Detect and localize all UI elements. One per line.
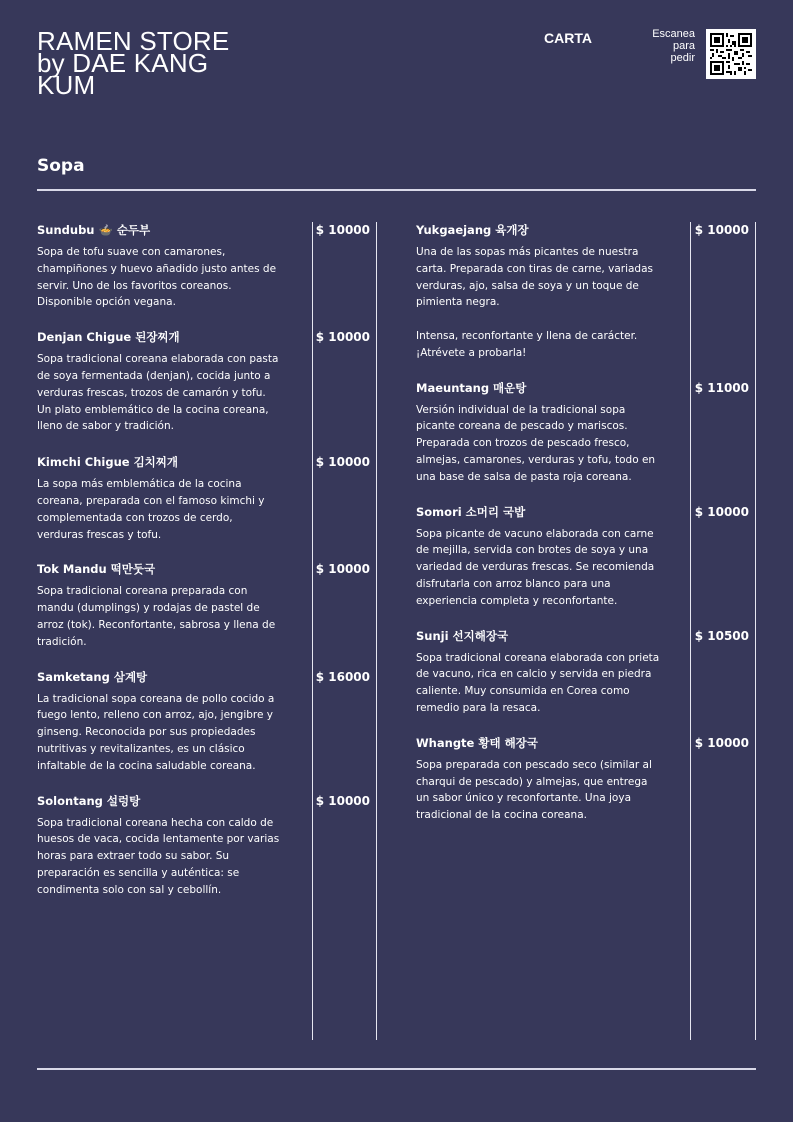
item-name: Maeuntang 매운탕 xyxy=(416,380,527,395)
item-price: $ 10000 xyxy=(694,504,749,519)
item-description: Sopa tradicional coreana hecha con caldo de huesos de vaca, cocida lentamente por varias horas para extraer todo su sabor. Su preparación es sencilla y auténtica: se condimenta solo con sal y cebollín. xyxy=(37,816,280,896)
item-name: Tok Mandu 떡만둣국 xyxy=(37,562,156,577)
item-price: $ 10000 xyxy=(694,223,749,237)
item-price: $ 10500 xyxy=(694,628,749,643)
item-name: Yukgaejang 육개장 xyxy=(416,223,529,237)
item-description: Sopa preparada con pescado seco (similar al charqui de pescado) y almejas, que entrega un sabor único y reconfortante. Una joya tradicional de la cocina coreana. xyxy=(416,758,652,822)
footer-divider xyxy=(37,1068,756,1070)
item-price: $ 10000 xyxy=(315,793,370,808)
menu-item-somori xyxy=(416,504,756,610)
item-price: $ 11000 xyxy=(694,380,749,395)
menu-item-maeuntang xyxy=(416,380,756,486)
item-description: La sopa más emblemática de la cocina coreana, preparada con el famoso kimchi y complementada con trozos de cerdo, verduras frescas y tofu. xyxy=(37,478,265,541)
item-price: $ 10000 xyxy=(315,455,370,470)
brand-title: RAMEN STORE by DAE KANG KUM xyxy=(37,26,230,100)
item-description: Sopa tradicional coreana elaborada con pasta de soya fermentada (denjan), cocida junto a verduras frescas, trozos de camarón y tofu. Un plato emblemático de la cocina coreana, lleno de sabor y tradición. xyxy=(37,353,279,433)
item-description: Versión individual de la tradicional sopa picante coreana de pescado y mariscos. Preparada con trozos de pescado fresco, almejas, camarones, verduras y tofu, todo en una base de salsa de pasta roja coreana. xyxy=(416,403,656,483)
qr-code-icon[interactable] xyxy=(706,29,756,79)
menu-item-solontang xyxy=(37,793,377,899)
item-name: Samketang 삼계탕 xyxy=(37,669,148,684)
item-description: Una de las sopas más picantes de nuestra carta. Preparada con tiras de carne, variadas verduras, ajo, salsa de soya y un toque de pimienta negra. Intensa, reconfortante y llena de carácter. ¡Atrévete a probarla! xyxy=(416,246,653,359)
menu-item-whangte xyxy=(416,735,756,824)
section-divider xyxy=(37,189,756,191)
item-name: Denjan Chigue 된장찌개 xyxy=(37,330,180,345)
scan-to-order-text: Escanea para pedir xyxy=(652,28,695,64)
item-description: Sopa picante de vacuno elaborada con carne de mejilla, servida con brotes de soya y una variedad de verduras frescas. Se recomienda disfrutarla con arroz blanco para una experiencia completa y reconfortante. xyxy=(416,527,655,607)
item-price: $ 10000 xyxy=(694,735,749,750)
item-name: Solontang 설렁탕 xyxy=(37,793,141,808)
menu-item-sunji xyxy=(416,628,756,717)
menu-item-samketang xyxy=(37,669,377,775)
item-price: $ 10000 xyxy=(315,330,370,345)
item-name: Kimchi Chigue 김치찌개 xyxy=(37,455,179,470)
menu-column-right xyxy=(416,222,756,824)
item-description: La tradicional sopa coreana de pollo cocido a fuego lento, relleno con arroz, ajo, jengibre y ginseng. Reconocida por sus propiedades nutritivas y revitalizantes, es un clásico infaltable de la cocina saludable coreana. xyxy=(37,692,275,772)
item-description: Sopa tradicional coreana elaborada con prieta de vacuno, rica en calcio y servida en piedra caliente. Muy consumida en Corea como remedio para la resaca. xyxy=(416,651,660,714)
item-name: Whangte 황태 해장국 xyxy=(416,735,538,750)
carta-label: CARTA xyxy=(544,30,592,46)
menu-item-sundubu xyxy=(37,222,377,311)
menu-column-left xyxy=(37,222,377,899)
item-description: Sopa de tofu suave con camarones, champiñones y huevo añadido justo antes de servir. Uno de los favoritos coreanos. Disponible opción vegana. xyxy=(37,246,277,309)
item-price: $ 10000 xyxy=(315,562,370,577)
item-price: $ 10000 xyxy=(315,223,370,237)
menu-item-tok-mandu xyxy=(37,561,377,650)
menu-item-kimchi-chigue xyxy=(37,454,377,543)
item-description: Sopa tradicional coreana preparada con mandu (dumplings) y rodajas de pastel de arroz (tok). Reconfortante, sabrosa y llena de tradición. xyxy=(37,585,276,648)
section-title: Sopa xyxy=(37,156,85,176)
menu-item-yukgaejang xyxy=(416,222,756,362)
item-name: Sunji 선지해장국 xyxy=(416,628,509,643)
menu-item-denjan-chigue xyxy=(37,329,377,435)
item-name: Somori 소머리 국밥 xyxy=(416,504,526,519)
item-name: Sundubu 🍲 순두부 xyxy=(37,223,151,237)
item-price: $ 16000 xyxy=(315,669,370,684)
